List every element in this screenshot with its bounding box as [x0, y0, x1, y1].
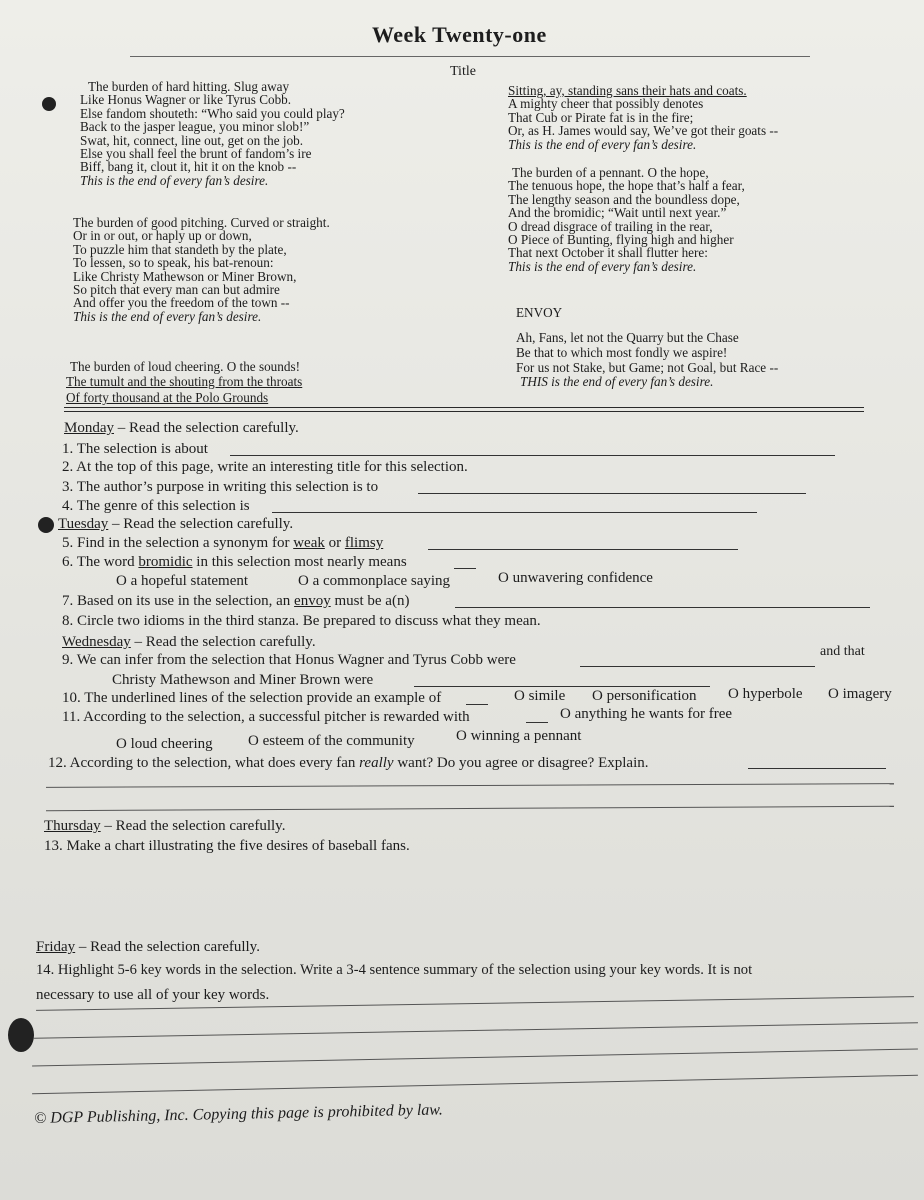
- question-8: 8. Circle two idioms in the third stanza. Be prepared to discuss what they mean.: [62, 613, 541, 629]
- q6-option-c[interactable]: O unwavering confidence: [498, 570, 653, 586]
- poem-line: Or in or out, or haply up or down,: [73, 228, 252, 244]
- thursday-heading: [44, 818, 285, 835]
- q10-option-d[interactable]: O imagery: [828, 686, 892, 702]
- stanza-4: [508, 166, 745, 273]
- answer-blank-7[interactable]: [455, 607, 870, 608]
- poem-line: Ah, Fans, let not the Quarry but the Chase: [516, 330, 739, 345]
- writing-line[interactable]: [46, 783, 894, 788]
- answer-blank-12a[interactable]: [748, 768, 886, 769]
- poem-line: That next October it shall flutter here:: [508, 245, 708, 261]
- poem-refrain: This is the end of every fan’s desire.: [73, 308, 262, 324]
- poem-line: Be that to which most fondly we aspire!: [516, 344, 728, 360]
- poem-line: For us not Stake, but Game; not Goal, but Race --: [516, 359, 779, 375]
- friday-heading: [36, 939, 260, 956]
- q9-and-that: and that: [820, 644, 865, 659]
- poem-line: Or, as H. James would say, We’ve got their goats --: [508, 123, 779, 139]
- poem-line: So pitch that every man can but admire: [73, 282, 280, 298]
- poem-line-underlined: The tumult and the shouting from the throats: [66, 374, 303, 390]
- friday-instructions: – Read the selection carefully.: [75, 939, 260, 955]
- question-3: 3. The author’s purpose in writing this selection is to: [62, 479, 379, 495]
- question-1: 1. The selection is about: [62, 441, 208, 457]
- answer-blank-3[interactable]: [418, 493, 806, 494]
- question-12: [48, 755, 649, 772]
- page-title: Week Twenty-one: [372, 22, 547, 47]
- q5-word-weak: weak: [293, 535, 325, 551]
- wednesday-heading: [62, 634, 316, 651]
- q9-continued: Christy Mathewson and Miner Brown were: [112, 672, 374, 688]
- poem-line: O Piece of Bunting, flying high and higher: [508, 232, 734, 248]
- poem-line: The tenuous hope, the hope that’s half a fear,: [508, 178, 745, 194]
- poem-line: Like Honus Wagner or like Tyrus Cobb.: [80, 92, 292, 108]
- poem-line: Else you shall feel the brunt of fandom’s ire: [80, 146, 312, 162]
- q7-text: 7. Based on its use in the selection, an: [62, 593, 295, 609]
- tuesday-instructions: – Read the selection carefully.: [108, 516, 294, 532]
- q11-option-a[interactable]: O anything he wants for free: [560, 706, 733, 722]
- poem-line-underlined: Of forty thousand at the Polo Grounds: [66, 389, 269, 405]
- poem-line: To puzzle him that standeth by the plate,: [73, 241, 287, 257]
- friday-label: Friday: [36, 939, 76, 955]
- envoy: [516, 331, 778, 390]
- q5-or: or: [324, 535, 345, 551]
- poem-line: Like Christy Mathewson or Miner Brown,: [73, 268, 297, 284]
- poem-line: That Cub or Pirate fat is in the fire;: [508, 109, 694, 125]
- poem-line: The burden of hard hitting. Slug away: [88, 79, 290, 94]
- question-6: [62, 554, 407, 571]
- poem-line: To lessen, so to speak, his bat-renoun:: [73, 255, 274, 271]
- q5-text: 5. Find in the selection a synonym for: [62, 535, 294, 551]
- writing-line[interactable]: [32, 1075, 918, 1095]
- q14-line-1: 14. Highlight 5-6 key words in the selection. Write a 3-4 sentence summary of the selection using your key words. It is not: [36, 962, 753, 978]
- monday-label: Monday: [64, 420, 114, 436]
- poem-line: A mighty cheer that possibly denotes: [508, 96, 704, 112]
- poem-refrain: This is the end of every fan’s desire.: [508, 136, 697, 152]
- writing-line[interactable]: [34, 1022, 918, 1038]
- answer-blank-5[interactable]: [428, 549, 738, 550]
- poem-line: The burden of a pennant. O the hope,: [512, 165, 709, 180]
- title-label: Title: [450, 64, 476, 79]
- q12-text-end: want? Do you agree or disagree? Explain.: [393, 755, 649, 771]
- monday-heading: [64, 420, 299, 437]
- stanza-3-continued: [508, 84, 778, 151]
- q10-option-a[interactable]: O simile: [514, 688, 566, 704]
- q10-option-c[interactable]: O hyperbole: [728, 686, 803, 702]
- poem-line-underlined: Sitting, ay, standing sans their hats and coats.: [508, 83, 747, 98]
- tuesday-heading: [58, 516, 293, 533]
- punch-hole: [38, 517, 54, 533]
- thursday-label: Thursday: [44, 818, 101, 834]
- q12-really: really: [359, 755, 394, 771]
- stanza-3: [66, 360, 302, 404]
- question-14: [36, 960, 752, 1005]
- poem-line: Else fandom shouteth: “Who said you could play?: [80, 105, 345, 121]
- q5-word-flimsy: flimsy: [344, 535, 384, 551]
- question-7: [62, 593, 409, 610]
- q6-option-a[interactable]: O a hopeful statement: [116, 573, 249, 589]
- question-5: [62, 535, 383, 552]
- answer-blank-6[interactable]: [454, 568, 476, 569]
- question-4: 4. The genre of this selection is: [62, 498, 250, 514]
- poem-line: The lengthy season and the boundless dope,: [508, 191, 740, 207]
- answer-blank-1[interactable]: [230, 455, 835, 456]
- copyright-notice: © DGP Publishing, Inc. Copying this page is prohibited by law.: [34, 1101, 444, 1127]
- q11-option-c[interactable]: O esteem of the community: [248, 733, 415, 749]
- poem-line: And offer you the freedom of the town --: [73, 295, 290, 311]
- q14-line-2: necessary to use all of your key words.: [36, 987, 270, 1003]
- title-rule: [130, 56, 810, 57]
- poem-line: The burden of good pitching. Curved or straight.: [73, 215, 330, 230]
- q12-text: 12. According to the selection, what does every fan: [48, 755, 360, 771]
- poem-line: And the bromidic; “Wait until next year.”: [508, 205, 727, 221]
- q6-text: 6. The word: [62, 554, 139, 570]
- q11-option-b[interactable]: O loud cheering: [116, 736, 213, 752]
- question-10: 10. The underlined lines of the selection provide an example of: [62, 690, 442, 706]
- poem-line: O dread disgrace of trailing in the rear,: [508, 218, 713, 234]
- q6-option-b[interactable]: O a commonplace saying: [298, 573, 451, 589]
- question-2: 2. At the top of this page, write an interesting title for this selection.: [62, 459, 468, 475]
- answer-blank-10[interactable]: [466, 704, 488, 705]
- poem-line: Swat, hit, connect, line out, get on the job.: [80, 132, 304, 148]
- poem-refrain: THIS is the end of every fan’s desire.: [520, 374, 714, 390]
- answer-blank-4[interactable]: [272, 512, 757, 513]
- q7-text-end: must be a(n): [330, 593, 410, 609]
- q11-option-d[interactable]: O winning a pennant: [456, 728, 582, 744]
- q6-word-bromidic: bromidic: [138, 554, 193, 570]
- q7-word-envoy: envoy: [294, 593, 331, 609]
- stanza-2: [73, 216, 330, 323]
- poem-refrain: This is the end of every fan’s desire.: [80, 172, 269, 188]
- answer-blank-11[interactable]: [526, 722, 548, 723]
- question-13: 13. Make a chart illustrating the five desires of baseball fans.: [44, 838, 410, 854]
- poem-line: The burden of loud cheering. O the sounds!: [70, 359, 300, 374]
- tuesday-label: Tuesday: [58, 516, 109, 532]
- question-11: 11. According to the selection, a successful pitcher is rewarded with: [62, 709, 470, 725]
- q6-text-end: in this selection most nearly means: [192, 554, 407, 570]
- answer-blank-9a[interactable]: [580, 666, 815, 667]
- writing-line[interactable]: [46, 806, 894, 811]
- monday-instructions: – Read the selection carefully.: [114, 420, 299, 436]
- q10-option-b[interactable]: O personification: [592, 688, 697, 704]
- poem-line: Biff, bang it, clout it, hit it on the knob --: [80, 159, 297, 175]
- poem-line: Back to the jasper league, you minor slob!”: [80, 119, 310, 135]
- poem-refrain: This is the end of every fan’s desire.: [508, 258, 697, 274]
- wednesday-instructions: – Read the selection carefully.: [130, 634, 316, 650]
- answer-blank-9b[interactable]: [414, 686, 710, 687]
- thursday-instructions: – Read the selection carefully.: [100, 818, 286, 834]
- punch-hole: [8, 1018, 34, 1052]
- envoy-heading: ENVOY: [516, 305, 563, 320]
- section-divider: [64, 411, 864, 412]
- question-9: 9. We can infer from the selection that Honus Wagner and Tyrus Cobb were: [62, 652, 516, 668]
- wednesday-label: Wednesday: [62, 634, 131, 650]
- writing-line[interactable]: [32, 1048, 918, 1066]
- punch-hole: [42, 97, 56, 111]
- section-divider: [64, 407, 864, 408]
- stanza-1: [80, 80, 345, 187]
